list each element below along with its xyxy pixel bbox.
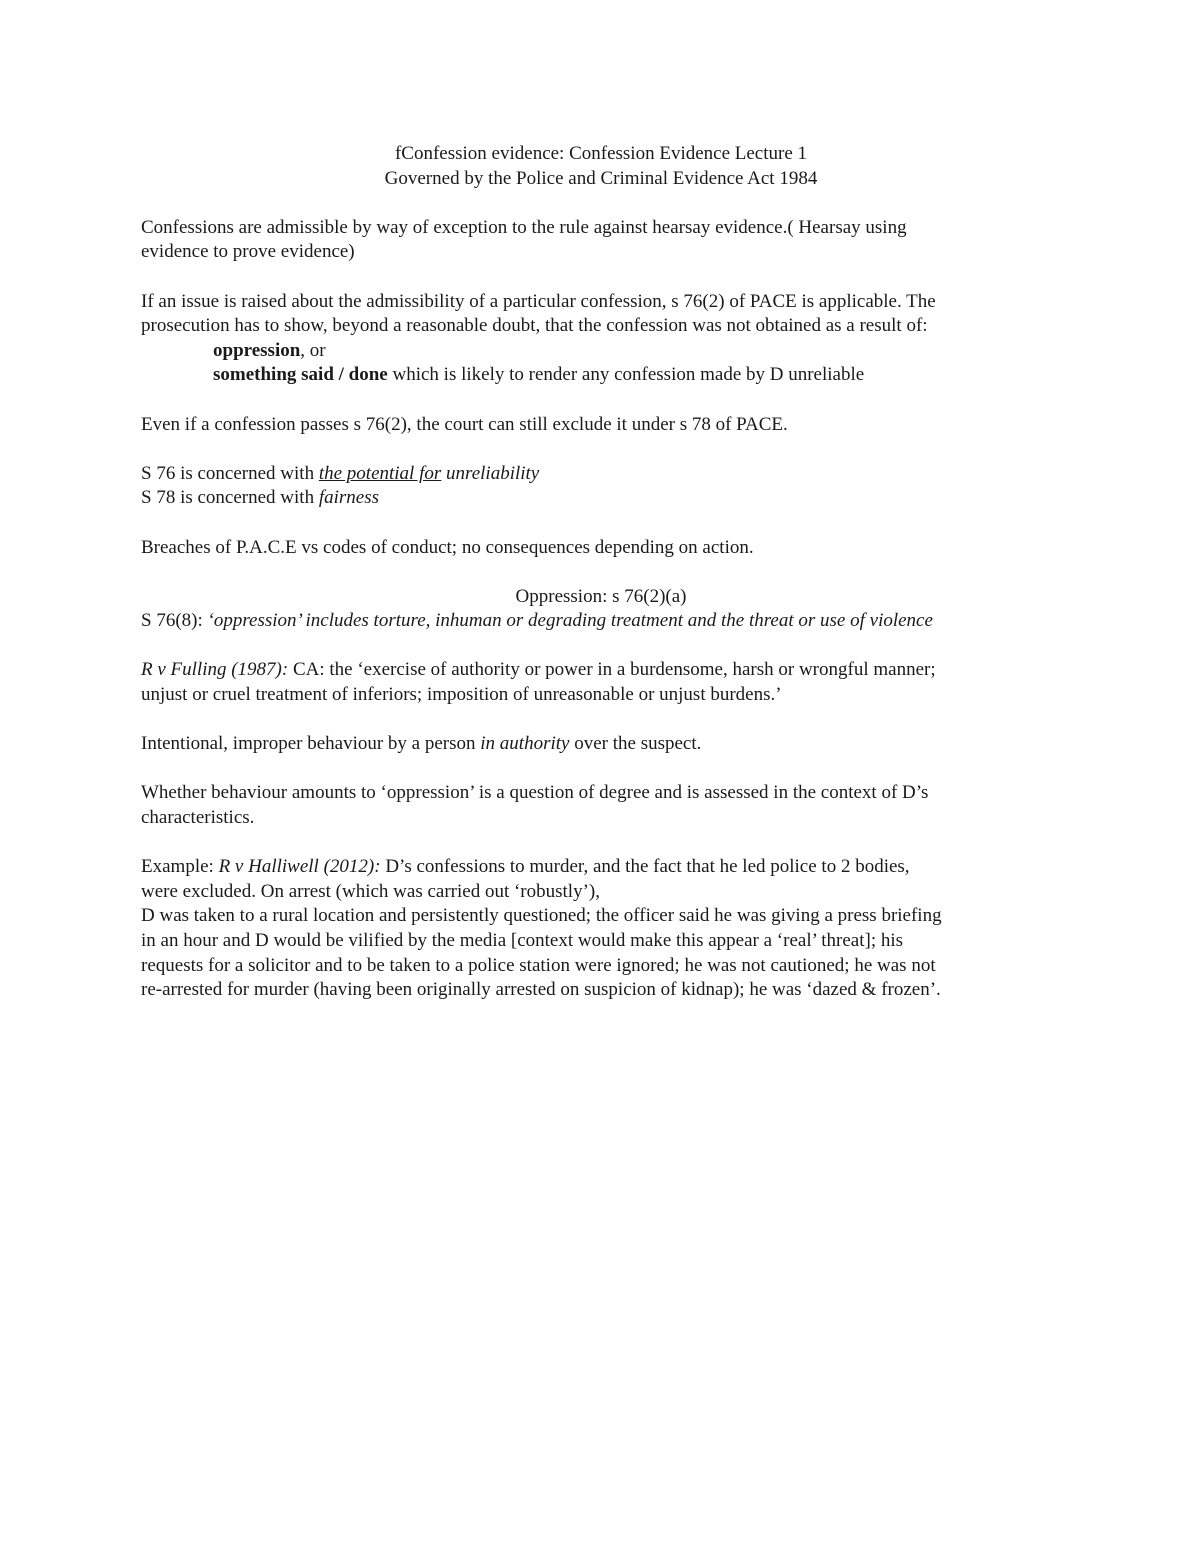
case-name: R v Fulling (1987):	[141, 659, 289, 681]
underlined-term: the potential for	[318, 462, 442, 484]
document-title: fConfession evidence: Confession Evidence Lecture 1	[394, 143, 808, 164]
paragraph-line: re-arrested for murder (having been originally arrested on suspicion of kidnap); he was ‘dazed & frozen’.	[141, 979, 941, 1001]
paragraph-hearsay	[141, 216, 1061, 265]
section-heading: Oppression: s 76(2)(a)	[515, 585, 687, 607]
s76-line	[141, 462, 1061, 487]
paragraph-line: characteristics.	[141, 807, 255, 829]
paragraph-s76-2	[141, 290, 1061, 388]
section-oppression	[141, 585, 1061, 634]
text-span: S 76 is concerned with	[141, 462, 319, 484]
paragraph-line: prosecution has to show, beyond a reasonable doubt, that the confession was not obtained as a result of:	[141, 315, 928, 337]
paragraph-line: were excluded. On arrest (which was carried out ‘robustly’),	[141, 880, 600, 902]
italic-term: unreliability	[441, 462, 540, 484]
list-item-something-said	[141, 363, 1061, 388]
paragraph-line: in an hour and D would be vilified by the media [context would make this appear a ‘real’ threat]; his	[141, 930, 904, 951]
text-span: CA: the ‘exercise of authority or power in a burdensome, harsh or wrongful manner;	[288, 659, 936, 681]
italic-definition: ‘oppression’ includes torture, inhuman or degrading treatment and the threat or use of violence	[207, 610, 933, 632]
paragraph-line: D was taken to a rural location and persistently questioned; the officer said he was giving a press briefing	[141, 905, 942, 927]
text-span: Example:	[141, 856, 219, 878]
bold-term: something said / done	[213, 364, 388, 386]
text-span: S 78 is concerned with	[141, 487, 319, 509]
paragraph-line: Confessions are admissible by way of exception to the rule against hearsay evidence.( Hearsay using	[141, 216, 907, 238]
paragraph-line	[141, 658, 1061, 683]
paragraph-degree	[141, 781, 1061, 830]
list-item-oppression	[141, 339, 1061, 364]
bold-term: oppression	[213, 339, 301, 361]
paragraph-line	[141, 855, 1061, 880]
list-item-text: , or	[300, 339, 326, 361]
paragraph-line: evidence to prove evidence)	[141, 241, 355, 263]
paragraph-s78-exclusion: Even if a confession passes s 76(2), the court can still exclude it under s 78 of PACE.	[141, 413, 788, 435]
paragraph-s76-s78	[141, 462, 1061, 511]
text-span: S 76(8):	[141, 610, 208, 632]
paragraph-halliwell	[141, 855, 1061, 1003]
case-name: R v Halliwell (2012):	[218, 856, 381, 878]
italic-term: fairness	[318, 487, 380, 509]
text-span: D’s confessions to murder, and the fact that he led police to 2 bodies,	[380, 856, 910, 878]
paragraph-fulling	[141, 658, 1061, 707]
text-span: Intentional, improper behaviour by a person	[141, 733, 481, 755]
paragraph-line: If an issue is raised about the admissibility of a particular confession, s 76(2) of PACE is applicable. The	[141, 290, 936, 312]
text-span: over the suspect.	[569, 733, 702, 755]
paragraph-authority	[141, 732, 1061, 757]
document-subtitle: Governed by the Police and Criminal Evidence Act 1984	[384, 167, 818, 189]
paragraph-line: unjust or cruel treatment of inferiors; imposition of unreasonable or unjust burdens.’	[141, 684, 782, 706]
s78-line	[141, 486, 1061, 511]
italic-term: in authority	[480, 733, 570, 755]
paragraph-line: Whether behaviour amounts to ‘oppression’ is a question of degree and is assessed in the context of D’s	[141, 782, 929, 804]
paragraph-line: requests for a solicitor and to be taken to a police station were ignored; he was not cautioned; he was not	[141, 954, 936, 976]
list-item-text: which is likely to render any confession made by D unreliable	[387, 364, 865, 386]
paragraph-breaches: Breaches of P.A.C.E vs codes of conduct; no consequences depending on action.	[141, 536, 754, 558]
document-body	[141, 142, 1061, 1027]
s76-8-line	[141, 609, 1061, 634]
